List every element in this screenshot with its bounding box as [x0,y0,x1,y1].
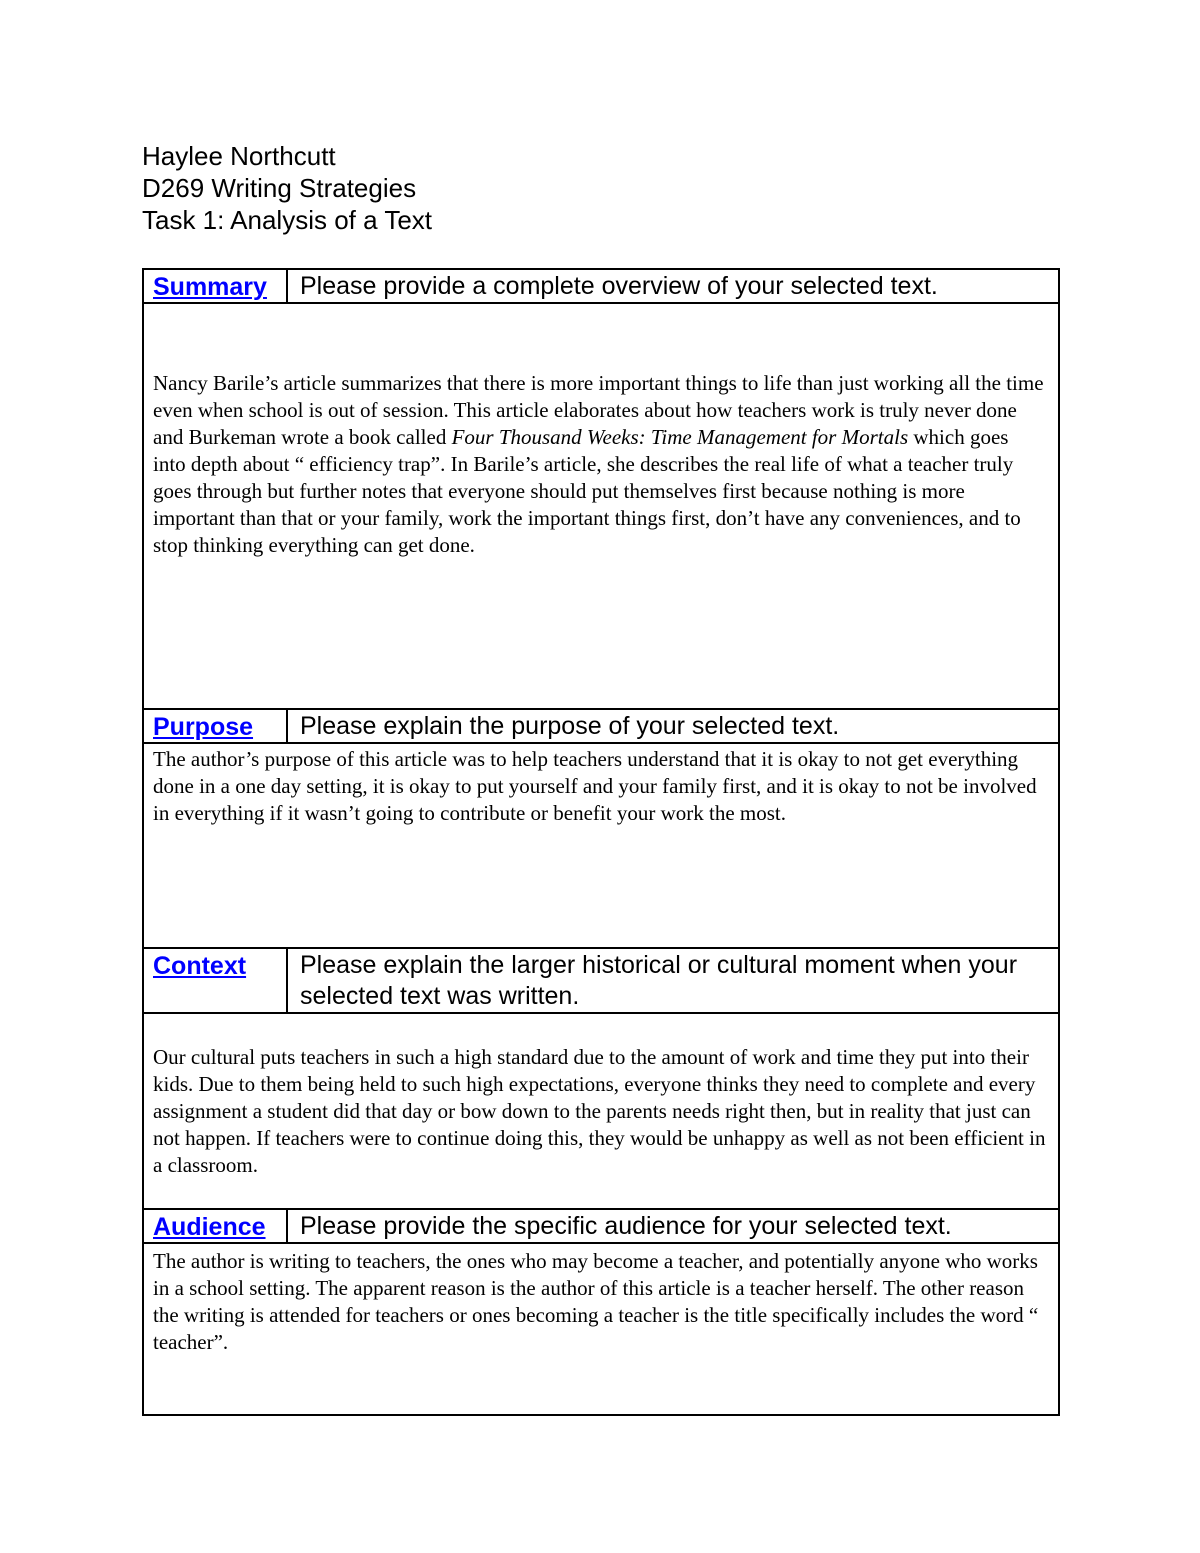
author-name: Haylee Northcutt [142,141,336,171]
summary-body-row [143,303,1059,709]
purpose-label-cell [143,709,287,743]
context-label-cell [143,948,287,1013]
purpose-text: The author’s purpose of this article was to help teachers understand that it is okay to not get everything done in a one day setting, it is okay to put yourself and your family first, and it is okay to not be involved in everything if it wasn’t going to contribute or benefit your work the most. [153,747,1037,825]
task-title: Task 1: Analysis of a Text [142,205,432,235]
summary-text-before: Nancy Barile’s article summarizes that there is more important things to life than just working all the time even when school is out of session. This article elaborates about how teachers work is truly never done and Burkeman wrote a book called [153,371,1044,449]
summary-book-title: Four Thousand Weeks: Time Management for Mortals [451,425,909,449]
purpose-prompt-cell [287,709,1059,743]
summary-body-cell [143,303,1059,709]
context-prompt: Please explain the larger historical or cultural moment when your selected text was written. [300,951,1018,1010]
course-title: D269 Writing Strategies [142,173,417,203]
purpose-header-row [143,709,1059,743]
audience-header-row [143,1209,1059,1243]
audience-text: The author is writing to teachers, the ones who may become a teacher, and potentially anyone who works in a school setting. The apparent reason is the author of this article is a teacher herself. The other reason the writing is attended for teachers or ones becoming a teacher is the title specifically includes the word “ teacher”. [153,1249,1039,1354]
summary-link[interactable]: Summary [153,273,267,301]
audience-prompt-cell [287,1209,1059,1243]
audience-prompt: Please provide the specific audience for your selected text. [300,1212,952,1240]
context-body-cell [143,1013,1059,1209]
context-link[interactable]: Context [153,952,247,980]
context-text: Our cultural puts teachers in such a high standard due to the amount of work and time they put into their kids. Due to them being held to such high expectations, everyone thinks they need to complete and every assignment a student did that day or bow down to the parents needs right then, but in reality that just can not happen. If teachers were to continue doing this, they would be unhappy as well as not been efficient in a classroom. [153,1045,1046,1177]
audience-label-cell [143,1209,287,1243]
summary-label-cell [143,269,287,303]
analysis-table [142,268,1060,1416]
summary-text [144,304,1058,559]
summary-header-row [143,269,1059,303]
summary-text-after: which goes into depth about “ efficiency trap”. In Barile’s article, she describes the real life of what a teacher truly goes through but further notes that everyone should put themselves first because nothing is more important than that or your family, work the important things first, don’t have any conveniences, and to stop thinking everything can get done. [153,425,1021,557]
purpose-body-cell [143,743,1059,948]
summary-prompt-cell [287,269,1059,303]
audience-body-cell [143,1243,1059,1415]
audience-body-row [143,1243,1059,1415]
purpose-prompt: Please explain the purpose of your selected text. [300,712,840,740]
purpose-body-row [143,743,1059,948]
context-header-row [143,948,1059,1013]
summary-prompt: Please provide a complete overview of your selected text. [300,272,938,300]
context-prompt-cell [287,948,1059,1013]
audience-link[interactable]: Audience [153,1213,266,1241]
context-body-row [143,1013,1059,1209]
purpose-link[interactable]: Purpose [153,713,254,741]
document-header [142,140,432,236]
